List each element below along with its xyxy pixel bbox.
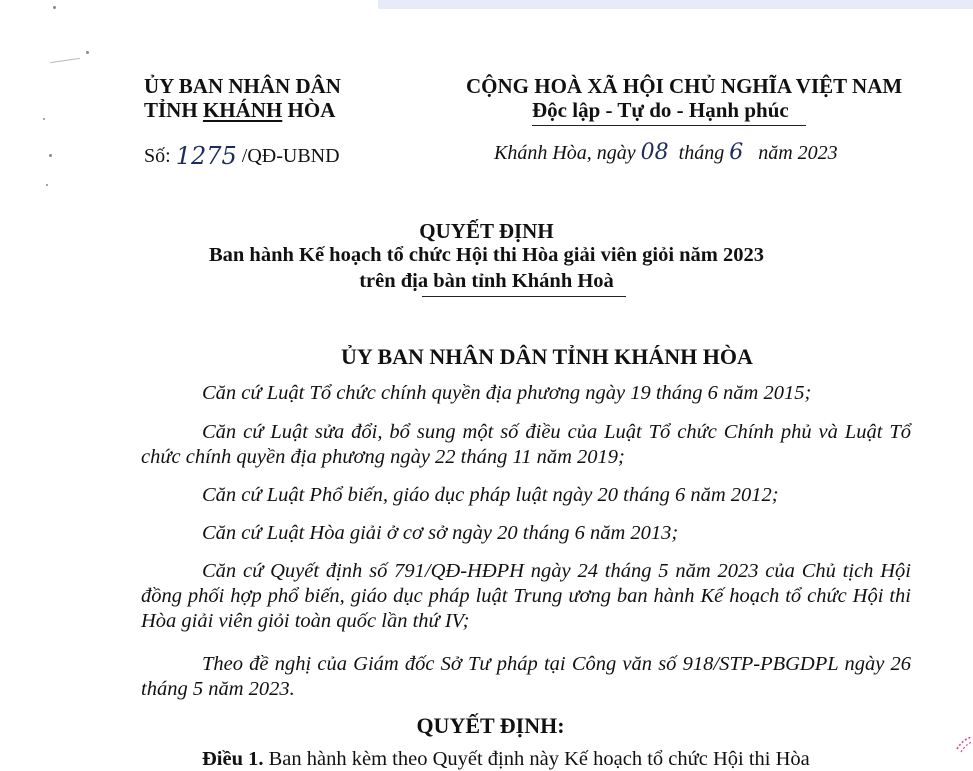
preamble-basis-4: Căn cứ Luật Hòa giải ở cơ sở ngày 20 tháng 6 năm 2013; — [202, 522, 679, 544]
preamble-basis-5: Căn cứ Quyết định số 791/QĐ-HĐPH ngày 24 tháng 5 năm 2023 của Chủ tịch Hội đồng phối hợp phổ biến, giáo dục pháp luật Trung ương ban hành Kế hoạch tổ chức Hội thi Hòa giải viên giỏi toàn quốc lần thứ IV; — [141, 560, 911, 632]
preamble-basis-1: Căn cứ Luật Tổ chức chính quyền địa phương ngày 19 tháng 6 năm 2015; — [202, 382, 812, 404]
scan-speck — [53, 6, 56, 9]
decision-heading: QUYẾT ĐỊNH: — [416, 713, 565, 738]
article-1: Điều 1. Ban hành kèm theo Quyết định này Kế hoạch tổ chức Hội thi Hòa — [202, 748, 810, 770]
org-name-line1: ỦY BAN NHÂN DÂN — [144, 74, 341, 98]
document-date: Khánh Hòa, ngày 08 tháng 6 năm 2023 — [494, 140, 838, 165]
nation-motto: Độc lập - Tự do - Hạnh phúc — [532, 98, 789, 122]
decision-title: QUYẾT ĐỊNH — [419, 219, 554, 243]
scan-header-strip — [378, 0, 973, 9]
handwritten-day: 08 — [640, 140, 669, 165]
subtitle-underline — [422, 296, 626, 297]
motto-underline — [532, 125, 806, 126]
scan-speck — [49, 154, 52, 157]
preamble-proposal: Theo đề nghị của Giám đốc Sở Tư pháp tại Công văn số 918/STP-PBGDPL ngày 26 tháng 5 năm 2023. — [141, 653, 911, 700]
handwritten-number: 1275 — [175, 142, 237, 170]
issuing-authority: ỦY BAN NHÂN DÂN TỈNH KHÁNH HÒA — [341, 344, 753, 369]
org-name-line2: TỈNH KHÁNH HÒA — [144, 98, 336, 122]
document-number: Số: 1275 /QĐ-UBND — [144, 142, 340, 170]
scan-speck — [43, 118, 45, 120]
decision-subtitle-line2: trên địa bàn tỉnh Khánh Hoà — [359, 270, 614, 292]
preamble-basis-2: Căn cứ Luật sửa đổi, bổ sung một số điều của Luật Tổ chức Chính phủ và Luật Tổ chức chính quyền địa phương ngày 22 tháng 11 năm 2019; — [141, 421, 911, 468]
scan-speck — [46, 184, 48, 186]
stamp-trace-icon — [955, 735, 973, 753]
nation-title: CỘNG HOÀ XÃ HỘI CHỦ NGHĨA VIỆT NAM — [466, 74, 903, 98]
handwritten-month: 6 — [729, 140, 744, 165]
scan-scratch — [50, 58, 80, 63]
decision-subtitle-line1: Ban hành Kế hoạch tổ chức Hội thi Hòa giải viên giỏi năm 2023 — [208, 244, 765, 266]
scan-speck — [86, 51, 89, 54]
preamble-basis-3: Căn cứ Luật Phổ biến, giáo dục pháp luật ngày 20 tháng 6 năm 2012; — [202, 484, 779, 506]
